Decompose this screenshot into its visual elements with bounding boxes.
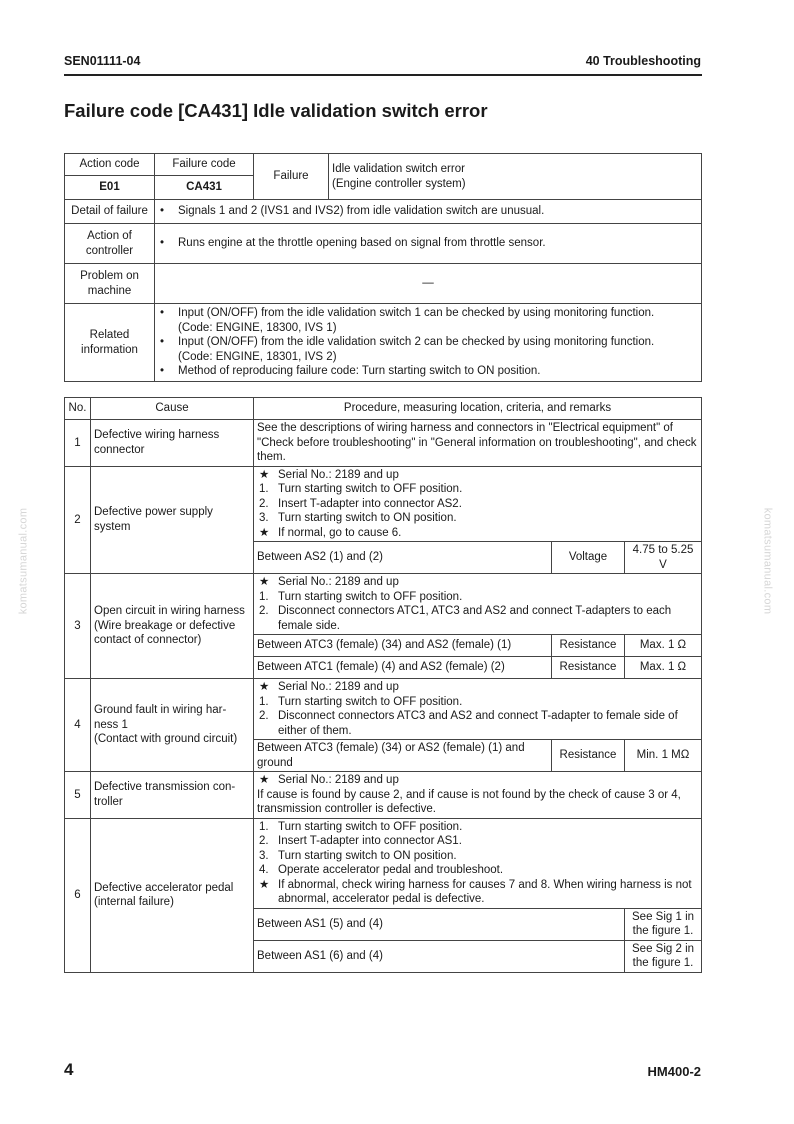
step: 2. Disconnect connectors ATC1, ATC3 and AS2 and connect T-adapters to each female side. [259, 605, 672, 632]
action-text: • Runs engine at the throttle opening based on signal from throttle sensor. [155, 224, 702, 264]
cause-table [64, 397, 702, 973]
procedure-steps [254, 574, 702, 635]
step: ★ If normal, go to cause 6. [259, 526, 402, 539]
page-number: 4 [64, 1060, 74, 1079]
related-item: • Method of reproducing failure code: Turn starting switch to ON position. [160, 365, 541, 378]
failure-description: Idle validation switch error (Engine controller system) [329, 154, 702, 200]
model-code: HM400-2 [647, 1064, 701, 1079]
failure-header: Failure [254, 154, 329, 200]
measure-kind: Resistance [552, 635, 625, 657]
failure-info-table [64, 153, 702, 382]
step: 1. Turn starting switch to OFF position. [259, 695, 463, 708]
measure-value: Max. 1 Ω [625, 657, 702, 679]
detail-text: • Signals 1 and 2 (IVS1 and IVS2) from idle validation switch are unusual. [155, 200, 702, 224]
measure-value: See Sig 1 in the figure 1. [625, 908, 702, 940]
step: 1. Turn starting switch to OFF position. [259, 820, 463, 833]
header-rule [64, 74, 702, 76]
col-cause-header: Cause [91, 398, 254, 420]
related-label: Related information [65, 304, 155, 382]
measure-value: Min. 1 MΩ [625, 740, 702, 772]
step: 4. Operate accelerator pedal and troubleshoot. [259, 864, 504, 876]
cause-text: Defective wiring harness connector [91, 420, 254, 467]
action-label: Action of controller [65, 224, 155, 264]
procedure-text: ★ Serial No.: 2189 and up If cause is found by cause 2, and if cause is not found by the check of cause 3 or 4, transmission controller is defective. [254, 772, 702, 819]
cause-no: 5 [65, 772, 91, 819]
step: ★ Serial No.: 2189 and up [259, 576, 399, 588]
measure-location: Between AS1 (5) and (4) [254, 908, 625, 940]
cause-row-2 [65, 466, 702, 542]
action-code-header: Action code [65, 154, 155, 176]
measure-value: 4.75 to 5.25 V [625, 542, 702, 574]
cause-row-6 [65, 818, 702, 908]
cause-text: Ground fault in wiring har- ness 1 (Contact with ground circuit) [91, 679, 254, 772]
watermark-left: komatsumanual.com [17, 507, 30, 615]
cause-no: 3 [65, 574, 91, 679]
cause-row-3 [65, 574, 702, 635]
col-procedure-header: Procedure, measuring location, criteria, and remarks [254, 398, 702, 420]
measure-value: Max. 1 Ω [625, 635, 702, 657]
cause-no: 6 [65, 818, 91, 972]
cause-text: Defective power supply system [91, 466, 254, 574]
step: 1. Turn starting switch to OFF position. [259, 483, 463, 495]
cause-text: Defective transmission con- troller [91, 772, 254, 819]
step: 3. Turn starting switch to ON position. [259, 849, 457, 862]
measure-kind: Resistance [552, 740, 625, 772]
related-item: • Input (ON/OFF) from the idle validation switch 2 can be checked by using monitoring function. (Code: ENGINE, 18301, IVS 2) [160, 336, 655, 363]
step: ★ Serial No.: 2189 and up [259, 774, 399, 786]
cause-no: 4 [65, 679, 91, 772]
measure-location: Between AS1 (6) and (4) [254, 940, 625, 972]
doc-id: SEN01111-04 [64, 54, 141, 68]
step: ★ Serial No.: 2189 and up [259, 468, 399, 481]
cause-no: 1 [65, 420, 91, 467]
procedure-steps [254, 679, 702, 740]
cause-row-4 [65, 679, 702, 740]
cause-text: Defective accelerator pedal (internal failure) [91, 818, 254, 972]
cause-row-5 [65, 772, 702, 819]
related-text [155, 304, 702, 382]
cause-row-1 [65, 420, 702, 467]
procedure-text: See the descriptions of wiring harness and connectors in "Electrical equipment" of "Check before troubleshooting" in "General information on troubleshooting", and check them. [254, 420, 702, 467]
action-code-value: E01 [65, 176, 155, 200]
step: 3. Turn starting switch to ON position. [259, 512, 457, 524]
measure-location: Between ATC3 (female) (34) and AS2 (female) (1) [254, 635, 552, 657]
measure-location: Between ATC1 (female) (4) and AS2 (female) (2) [254, 657, 552, 679]
step: 2. Insert T-adapter into connector AS1. [259, 835, 462, 847]
watermark-right: komatsumanual.com [761, 507, 774, 615]
failure-code-header: Failure code [155, 154, 254, 176]
procedure-steps [254, 818, 702, 908]
measure-location: Between ATC3 (female) (34) or AS2 (female) (1) and ground [254, 740, 552, 772]
col-no-header: No. [65, 398, 91, 420]
step: 2. Disconnect connectors ATC3 and AS2 and connect T-adapter to female side of either of them. [259, 710, 678, 737]
procedure-steps [254, 466, 702, 542]
measure-kind: Voltage [552, 542, 625, 574]
related-item: • Input (ON/OFF) from the idle validation switch 1 can be checked by using monitoring function. (Code: ENGINE, 18300, IVS 1) [160, 307, 655, 334]
cause-text: Open circuit in wiring harness (Wire breakage or defective contact of connector) [91, 574, 254, 679]
problem-label: Problem on machine [65, 264, 155, 304]
failure-code-value: CA431 [155, 176, 254, 200]
section-name: 40 Troubleshooting [585, 54, 701, 68]
step: 1. Turn starting switch to OFF position. [259, 590, 463, 603]
step: ★ Serial No.: 2189 and up [259, 681, 399, 693]
page-title: Failure code [CA431] Idle validation switch error [64, 100, 488, 121]
measure-kind: Resistance [552, 657, 625, 679]
cause-no: 2 [65, 466, 91, 574]
measure-value: See Sig 2 in the figure 1. [625, 940, 702, 972]
detail-label: Detail of failure [65, 200, 155, 224]
problem-text: — [155, 264, 702, 304]
measure-location: Between AS2 (1) and (2) [254, 542, 552, 574]
step: ★ If abnormal, check wiring harness for causes 7 and 8. When wiring harness is not abnormal, accelerator pedal is defective. [259, 878, 692, 905]
step: 2. Insert T-adapter into connector AS2. [259, 497, 462, 510]
